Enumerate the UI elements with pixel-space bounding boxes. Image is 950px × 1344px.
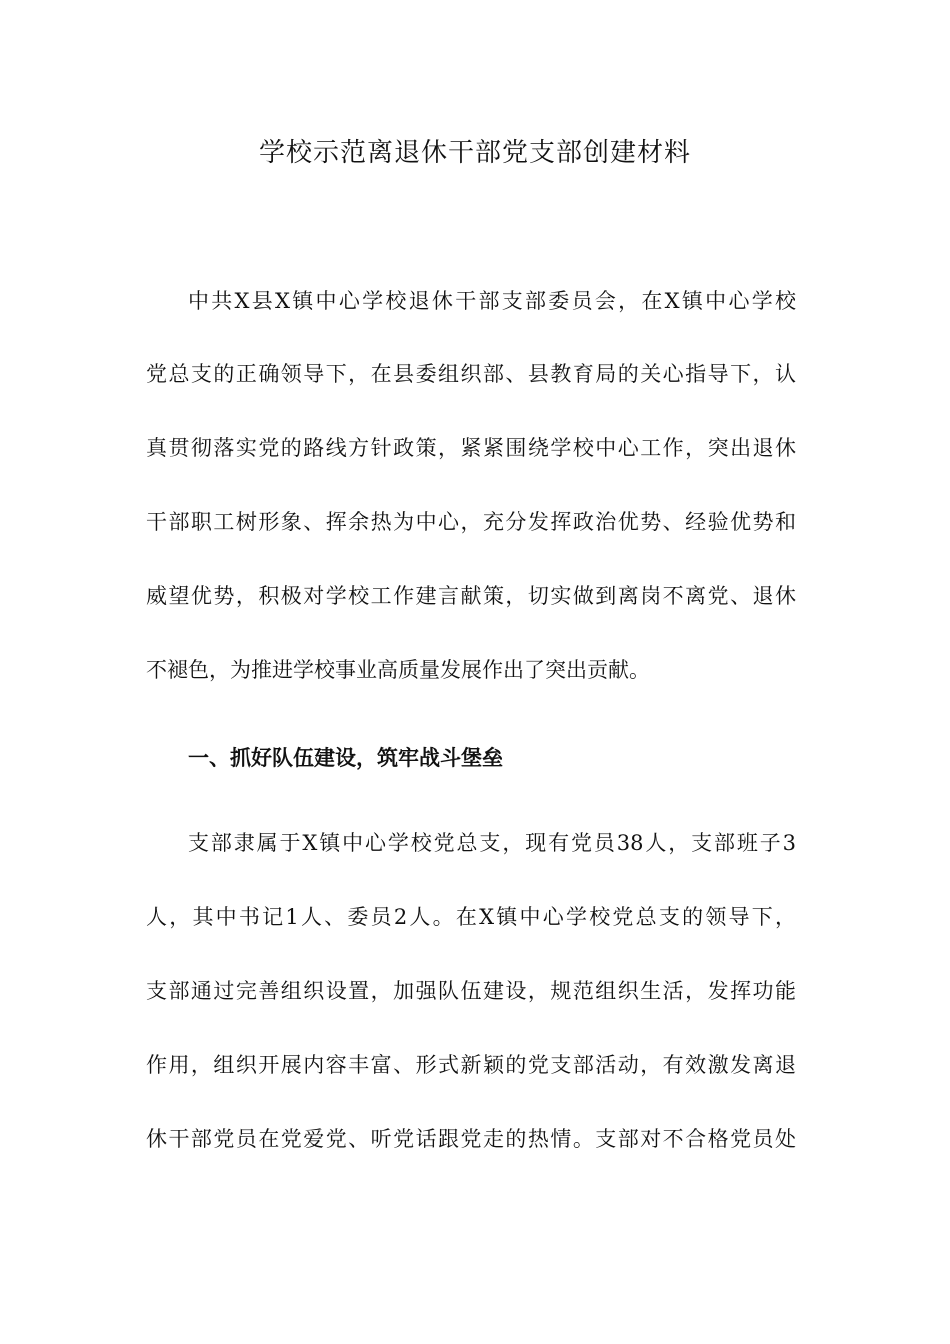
paragraph-line: 中共X县X镇中心学校退休干部支部委员会，在X镇中心学校 bbox=[188, 289, 796, 313]
section-heading: 一、抓好队伍建设，筑牢战斗堡垒 bbox=[188, 746, 503, 770]
paragraph-line: 休干部党员在党爱党、听党话跟党走的热情。支部对不合格党员处 bbox=[146, 1127, 796, 1151]
paragraph-line: 干部职工树形象、挥余热为中心，充分发挥政治优势、经验优势和 bbox=[146, 510, 796, 534]
paragraph-line: 支部通过完善组织设置，加强队伍建设，规范组织生活，发挥功能 bbox=[146, 979, 796, 1003]
paragraph-line: 不褪色，为推进学校事业高质量发展作出了突出贡献。 bbox=[146, 658, 650, 682]
paragraph-line: 人，其中书记1人、委员2人。在X镇中心学校党总支的领导下， bbox=[146, 905, 796, 929]
paragraph-line: 党总支的正确领导下，在县委组织部、县教育局的关心指导下，认 bbox=[146, 362, 796, 386]
paragraph-line: 威望优势，积极对学校工作建言献策，切实做到离岗不离党、退休 bbox=[146, 584, 796, 608]
paragraph-line: 真贯彻落实党的路线方针政策，紧紧围绕学校中心工作，突出退休 bbox=[146, 436, 796, 460]
document-title: 学校示范离退休干部党支部创建材料 bbox=[258, 138, 691, 168]
paragraph-line: 作用，组织开展内容丰富、形式新颖的党支部活动，有效激发离退 bbox=[146, 1053, 796, 1077]
paragraph-line: 支部隶属于X镇中心学校党总支，现有党员38人，支部班子3 bbox=[188, 831, 796, 855]
